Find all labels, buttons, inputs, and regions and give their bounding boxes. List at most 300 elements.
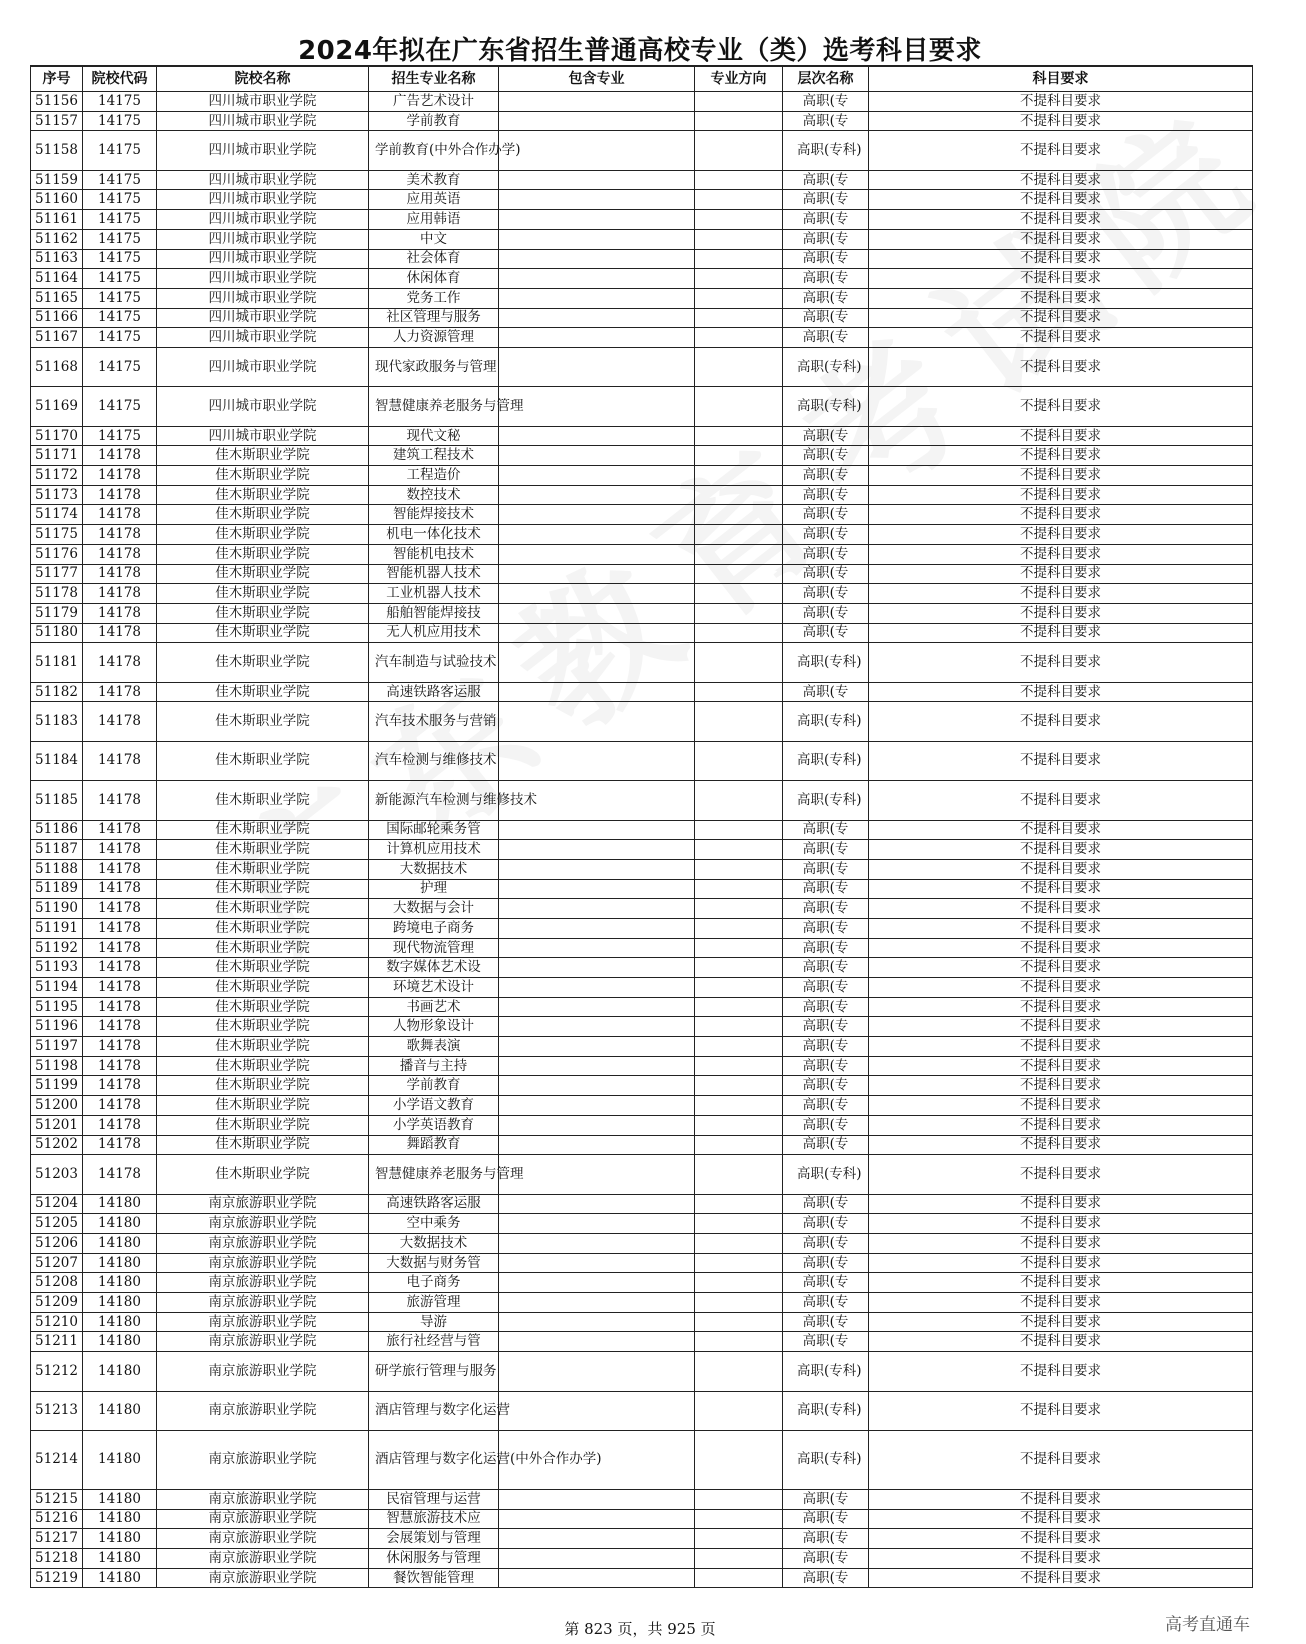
cell-school-name: 佳木斯职业学院 bbox=[157, 978, 369, 998]
table-row bbox=[31, 820, 1253, 840]
cell-seq: 51203 bbox=[31, 1155, 83, 1194]
cell-school-name: 四川城市职业学院 bbox=[157, 229, 369, 249]
cell-school-name: 南京旅游职业学院 bbox=[157, 1548, 369, 1568]
cell-major-direction bbox=[695, 820, 783, 840]
cell-subject-requirement: 不提科目要求 bbox=[869, 958, 1253, 978]
cell-major-name: 酒店管理与数字化运营(中外合作办学) bbox=[369, 1430, 499, 1489]
cell-included-majors bbox=[499, 288, 695, 308]
table-row bbox=[31, 328, 1253, 348]
cell-major-name: 智能机电技术 bbox=[369, 544, 499, 564]
cell-included-majors bbox=[499, 466, 695, 486]
cell-included-majors bbox=[499, 1391, 695, 1430]
cell-major-direction bbox=[695, 92, 783, 112]
cell-school-code: 14175 bbox=[83, 328, 157, 348]
cell-seq: 51181 bbox=[31, 643, 83, 682]
cell-seq: 51217 bbox=[31, 1529, 83, 1549]
cell-subject-requirement: 不提科目要求 bbox=[869, 170, 1253, 190]
cell-subject-requirement: 不提科目要求 bbox=[869, 1135, 1253, 1155]
cell-school-code: 14178 bbox=[83, 584, 157, 604]
table-row bbox=[31, 938, 1253, 958]
cell-school-code: 14175 bbox=[83, 111, 157, 131]
cell-included-majors bbox=[499, 485, 695, 505]
cell-seq: 51160 bbox=[31, 190, 83, 210]
cell-level: 高职(专 bbox=[783, 1194, 869, 1214]
cell-subject-requirement: 不提科目要求 bbox=[869, 603, 1253, 623]
table-row bbox=[31, 426, 1253, 446]
cell-included-majors bbox=[499, 1312, 695, 1332]
cell-included-majors bbox=[499, 92, 695, 112]
cell-major-direction bbox=[695, 446, 783, 466]
cell-school-code: 14180 bbox=[83, 1234, 157, 1254]
cell-subject-requirement: 不提科目要求 bbox=[869, 485, 1253, 505]
cell-subject-requirement: 不提科目要求 bbox=[869, 918, 1253, 938]
cell-seq: 51185 bbox=[31, 781, 83, 820]
table-row bbox=[31, 485, 1253, 505]
cell-included-majors bbox=[499, 1234, 695, 1254]
cell-school-code: 14178 bbox=[83, 918, 157, 938]
cell-major-name: 数字媒体艺术设 bbox=[369, 958, 499, 978]
cell-major-name: 大数据技术 bbox=[369, 1234, 499, 1254]
cell-subject-requirement: 不提科目要求 bbox=[869, 978, 1253, 998]
cell-subject-requirement: 不提科目要求 bbox=[869, 544, 1253, 564]
cell-seq: 51157 bbox=[31, 111, 83, 131]
cell-included-majors bbox=[499, 170, 695, 190]
cell-subject-requirement: 不提科目要求 bbox=[869, 111, 1253, 131]
table-row bbox=[31, 1293, 1253, 1313]
cell-subject-requirement: 不提科目要求 bbox=[869, 288, 1253, 308]
cell-major-name: 工业机器人技术 bbox=[369, 584, 499, 604]
cell-major-direction bbox=[695, 1273, 783, 1293]
cell-major-name: 社会体育 bbox=[369, 249, 499, 269]
brand-mark: 高考直通车 bbox=[1165, 1615, 1250, 1635]
cell-major-direction bbox=[695, 525, 783, 545]
cell-major-name: 小学语文教育 bbox=[369, 1096, 499, 1116]
cell-major-direction bbox=[695, 328, 783, 348]
cell-major-direction bbox=[695, 1135, 783, 1155]
cell-school-name: 南京旅游职业学院 bbox=[157, 1234, 369, 1254]
cell-major-direction bbox=[695, 840, 783, 860]
cell-school-name: 佳木斯职业学院 bbox=[157, 958, 369, 978]
cell-major-name: 餐饮智能管理 bbox=[369, 1568, 499, 1588]
table-row bbox=[31, 1253, 1253, 1273]
cell-major-direction bbox=[695, 1056, 783, 1076]
cell-major-direction bbox=[695, 958, 783, 978]
header-subject-requirement: 科目要求 bbox=[869, 66, 1253, 92]
cell-included-majors bbox=[499, 1529, 695, 1549]
cell-major-direction bbox=[695, 170, 783, 190]
cell-included-majors bbox=[499, 1037, 695, 1057]
cell-subject-requirement: 不提科目要求 bbox=[869, 1155, 1253, 1194]
cell-level: 高职(专科) bbox=[783, 1391, 869, 1430]
cell-subject-requirement: 不提科目要求 bbox=[869, 1391, 1253, 1430]
table-row bbox=[31, 1312, 1253, 1332]
table-row bbox=[31, 1096, 1253, 1116]
cell-major-direction bbox=[695, 1115, 783, 1135]
cell-subject-requirement: 不提科目要求 bbox=[869, 623, 1253, 643]
table-row bbox=[31, 446, 1253, 466]
cell-included-majors bbox=[499, 1135, 695, 1155]
cell-school-code: 14178 bbox=[83, 682, 157, 702]
cell-seq: 51187 bbox=[31, 840, 83, 860]
cell-subject-requirement: 不提科目要求 bbox=[869, 1056, 1253, 1076]
cell-school-code: 14178 bbox=[83, 879, 157, 899]
table-row bbox=[31, 564, 1253, 584]
cell-school-code: 14178 bbox=[83, 446, 157, 466]
cell-subject-requirement: 不提科目要求 bbox=[869, 1293, 1253, 1313]
cell-school-code: 14175 bbox=[83, 269, 157, 289]
cell-major-name: 人物形象设计 bbox=[369, 1017, 499, 1037]
cell-major-direction bbox=[695, 1430, 783, 1489]
cell-school-code: 14175 bbox=[83, 288, 157, 308]
cell-subject-requirement: 不提科目要求 bbox=[869, 1214, 1253, 1234]
cell-school-name: 四川城市职业学院 bbox=[157, 249, 369, 269]
cell-level: 高职(专 bbox=[783, 466, 869, 486]
cell-school-code: 14180 bbox=[83, 1568, 157, 1588]
cell-school-name: 佳木斯职业学院 bbox=[157, 781, 369, 820]
cell-level: 高职(专 bbox=[783, 859, 869, 879]
cell-level: 高职(专 bbox=[783, 1135, 869, 1155]
cell-major-direction bbox=[695, 1332, 783, 1352]
table-row bbox=[31, 1017, 1253, 1037]
cell-major-direction bbox=[695, 1548, 783, 1568]
cell-school-code: 14178 bbox=[83, 978, 157, 998]
cell-included-majors bbox=[499, 997, 695, 1017]
cell-school-code: 14180 bbox=[83, 1332, 157, 1352]
cell-school-name: 佳木斯职业学院 bbox=[157, 643, 369, 682]
cell-school-code: 14180 bbox=[83, 1293, 157, 1313]
cell-seq: 51182 bbox=[31, 682, 83, 702]
cell-level: 高职(专科) bbox=[783, 347, 869, 386]
cell-included-majors bbox=[499, 1273, 695, 1293]
cell-included-majors bbox=[499, 308, 695, 328]
cell-level: 高职(专 bbox=[783, 1293, 869, 1313]
cell-included-majors bbox=[499, 1253, 695, 1273]
cell-school-name: 四川城市职业学院 bbox=[157, 387, 369, 426]
cell-included-majors bbox=[499, 1096, 695, 1116]
cell-school-name: 南京旅游职业学院 bbox=[157, 1489, 369, 1509]
cell-major-name: 智能焊接技术 bbox=[369, 505, 499, 525]
cell-school-code: 14175 bbox=[83, 229, 157, 249]
cell-school-code: 14178 bbox=[83, 741, 157, 780]
cell-school-name: 南京旅游职业学院 bbox=[157, 1253, 369, 1273]
cell-seq: 51180 bbox=[31, 623, 83, 643]
cell-major-name: 环境艺术设计 bbox=[369, 978, 499, 998]
cell-level: 高职(专科) bbox=[783, 387, 869, 426]
cell-seq: 51166 bbox=[31, 308, 83, 328]
cell-included-majors bbox=[499, 741, 695, 780]
cell-subject-requirement: 不提科目要求 bbox=[869, 1017, 1253, 1037]
cell-major-direction bbox=[695, 111, 783, 131]
cell-level: 高职(专 bbox=[783, 446, 869, 466]
cell-level: 高职(专 bbox=[783, 1017, 869, 1037]
cell-included-majors bbox=[499, 1155, 695, 1194]
cell-major-direction bbox=[695, 229, 783, 249]
cell-school-name: 佳木斯职业学院 bbox=[157, 938, 369, 958]
table-row bbox=[31, 347, 1253, 386]
table-row bbox=[31, 525, 1253, 545]
cell-included-majors bbox=[499, 918, 695, 938]
cell-seq: 51191 bbox=[31, 918, 83, 938]
cell-major-name: 学前教育 bbox=[369, 111, 499, 131]
cell-subject-requirement: 不提科目要求 bbox=[869, 387, 1253, 426]
cell-school-name: 南京旅游职业学院 bbox=[157, 1352, 369, 1391]
cell-major-name: 智能机器人技术 bbox=[369, 564, 499, 584]
cell-school-code: 14175 bbox=[83, 308, 157, 328]
cell-major-name: 美术教育 bbox=[369, 170, 499, 190]
cell-subject-requirement: 不提科目要求 bbox=[869, 1352, 1253, 1391]
cell-seq: 51206 bbox=[31, 1234, 83, 1254]
cell-major-direction bbox=[695, 269, 783, 289]
cell-level: 高职(专 bbox=[783, 978, 869, 998]
cell-seq: 51176 bbox=[31, 544, 83, 564]
cell-seq: 51194 bbox=[31, 978, 83, 998]
cell-level: 高职(专 bbox=[783, 1115, 869, 1135]
cell-major-direction bbox=[695, 1509, 783, 1529]
cell-included-majors bbox=[499, 1076, 695, 1096]
cell-school-code: 14175 bbox=[83, 387, 157, 426]
table-row bbox=[31, 1529, 1253, 1549]
cell-included-majors bbox=[499, 387, 695, 426]
cell-major-direction bbox=[695, 564, 783, 584]
cell-school-code: 14178 bbox=[83, 1056, 157, 1076]
cell-included-majors bbox=[499, 544, 695, 564]
cell-seq: 51196 bbox=[31, 1017, 83, 1037]
cell-seq: 51213 bbox=[31, 1391, 83, 1430]
cell-included-majors bbox=[499, 190, 695, 210]
cell-seq: 51170 bbox=[31, 426, 83, 446]
cell-seq: 51178 bbox=[31, 584, 83, 604]
cell-major-name: 人力资源管理 bbox=[369, 328, 499, 348]
table-row bbox=[31, 603, 1253, 623]
cell-major-name: 现代家政服务与管理 bbox=[369, 347, 499, 386]
cell-subject-requirement: 不提科目要求 bbox=[869, 820, 1253, 840]
cell-major-name: 小学英语教育 bbox=[369, 1115, 499, 1135]
cell-major-direction bbox=[695, 426, 783, 446]
cell-seq: 51163 bbox=[31, 249, 83, 269]
cell-included-majors bbox=[499, 328, 695, 348]
cell-major-name: 新能源汽车检测与维修技术 bbox=[369, 781, 499, 820]
cell-school-code: 14180 bbox=[83, 1391, 157, 1430]
cell-seq: 51183 bbox=[31, 702, 83, 741]
cell-school-code: 14180 bbox=[83, 1509, 157, 1529]
cell-major-direction bbox=[695, 859, 783, 879]
cell-school-code: 14178 bbox=[83, 1135, 157, 1155]
table-row bbox=[31, 1037, 1253, 1057]
cell-subject-requirement: 不提科目要求 bbox=[869, 1529, 1253, 1549]
cell-level: 高职(专 bbox=[783, 505, 869, 525]
cell-level: 高职(专 bbox=[783, 1056, 869, 1076]
table-row bbox=[31, 682, 1253, 702]
header-major-direction: 专业方向 bbox=[695, 66, 783, 92]
cell-school-name: 四川城市职业学院 bbox=[157, 347, 369, 386]
cell-school-code: 14178 bbox=[83, 1076, 157, 1096]
table-row bbox=[31, 840, 1253, 860]
cell-school-code: 14175 bbox=[83, 426, 157, 446]
header-school-name: 院校名称 bbox=[157, 66, 369, 92]
cell-major-name: 大数据与会计 bbox=[369, 899, 499, 919]
cell-included-majors bbox=[499, 1568, 695, 1588]
cell-subject-requirement: 不提科目要求 bbox=[869, 997, 1253, 1017]
cell-included-majors bbox=[499, 1115, 695, 1135]
cell-seq: 51202 bbox=[31, 1135, 83, 1155]
cell-major-direction bbox=[695, 1312, 783, 1332]
cell-included-majors bbox=[499, 426, 695, 446]
cell-school-code: 14180 bbox=[83, 1312, 157, 1332]
cell-seq: 51161 bbox=[31, 210, 83, 230]
cell-included-majors bbox=[499, 702, 695, 741]
table-row bbox=[31, 918, 1253, 938]
cell-major-name: 会展策划与管理 bbox=[369, 1529, 499, 1549]
cell-major-name: 歌舞表演 bbox=[369, 1037, 499, 1057]
cell-included-majors bbox=[499, 682, 695, 702]
cell-seq: 51189 bbox=[31, 879, 83, 899]
cell-level: 高职(专 bbox=[783, 426, 869, 446]
cell-level: 高职(专 bbox=[783, 1312, 869, 1332]
cell-included-majors bbox=[499, 938, 695, 958]
cell-included-majors bbox=[499, 1548, 695, 1568]
cell-included-majors bbox=[499, 131, 695, 170]
cell-subject-requirement: 不提科目要求 bbox=[869, 1234, 1253, 1254]
cell-school-code: 14178 bbox=[83, 859, 157, 879]
table-row bbox=[31, 229, 1253, 249]
cell-major-direction bbox=[695, 603, 783, 623]
cell-seq: 51186 bbox=[31, 820, 83, 840]
cell-included-majors bbox=[499, 1194, 695, 1214]
cell-school-name: 佳木斯职业学院 bbox=[157, 1017, 369, 1037]
cell-seq: 51207 bbox=[31, 1253, 83, 1273]
cell-subject-requirement: 不提科目要求 bbox=[869, 446, 1253, 466]
cell-level: 高职(专 bbox=[783, 1529, 869, 1549]
table-row bbox=[31, 505, 1253, 525]
cell-included-majors bbox=[499, 1509, 695, 1529]
cell-school-code: 14175 bbox=[83, 92, 157, 112]
table-row bbox=[31, 584, 1253, 604]
cell-major-name: 建筑工程技术 bbox=[369, 446, 499, 466]
table-row bbox=[31, 1568, 1253, 1588]
cell-school-code: 14175 bbox=[83, 190, 157, 210]
cell-subject-requirement: 不提科目要求 bbox=[869, 564, 1253, 584]
cell-seq: 51200 bbox=[31, 1096, 83, 1116]
cell-major-name: 应用韩语 bbox=[369, 210, 499, 230]
cell-school-name: 佳木斯职业学院 bbox=[157, 840, 369, 860]
cell-level: 高职(专 bbox=[783, 1332, 869, 1352]
cell-major-name: 舞蹈教育 bbox=[369, 1135, 499, 1155]
cell-major-direction bbox=[695, 1155, 783, 1194]
table-row bbox=[31, 170, 1253, 190]
cell-subject-requirement: 不提科目要求 bbox=[869, 505, 1253, 525]
cell-subject-requirement: 不提科目要求 bbox=[869, 1194, 1253, 1214]
cell-major-direction bbox=[695, 466, 783, 486]
cell-major-direction bbox=[695, 643, 783, 682]
cell-major-name: 旅行社经营与管 bbox=[369, 1332, 499, 1352]
cell-major-name: 数控技术 bbox=[369, 485, 499, 505]
cell-major-direction bbox=[695, 1017, 783, 1037]
table-row bbox=[31, 387, 1253, 426]
cell-seq: 51212 bbox=[31, 1352, 83, 1391]
cell-major-name: 休闲体育 bbox=[369, 269, 499, 289]
cell-subject-requirement: 不提科目要求 bbox=[869, 1312, 1253, 1332]
header-seq: 序号 bbox=[31, 66, 83, 92]
cell-major-name: 学前教育(中外合作办学) bbox=[369, 131, 499, 170]
table-row bbox=[31, 1273, 1253, 1293]
cell-major-direction bbox=[695, 1096, 783, 1116]
cell-included-majors bbox=[499, 1214, 695, 1234]
cell-seq: 51177 bbox=[31, 564, 83, 584]
cell-major-name: 现代文秘 bbox=[369, 426, 499, 446]
cell-seq: 51197 bbox=[31, 1037, 83, 1057]
cell-school-name: 四川城市职业学院 bbox=[157, 210, 369, 230]
cell-school-name: 南京旅游职业学院 bbox=[157, 1529, 369, 1549]
cell-major-direction bbox=[695, 899, 783, 919]
table-row bbox=[31, 1489, 1253, 1509]
cell-major-direction bbox=[695, 938, 783, 958]
cell-school-code: 14180 bbox=[83, 1529, 157, 1549]
cell-major-name: 汽车检测与维修技术 bbox=[369, 741, 499, 780]
cell-school-name: 四川城市职业学院 bbox=[157, 328, 369, 348]
cell-level: 高职(专科) bbox=[783, 643, 869, 682]
cell-school-code: 14178 bbox=[83, 702, 157, 741]
cell-subject-requirement: 不提科目要求 bbox=[869, 1489, 1253, 1509]
table-row bbox=[31, 1056, 1253, 1076]
cell-level: 高职(专 bbox=[783, 1273, 869, 1293]
cell-major-direction bbox=[695, 1037, 783, 1057]
cell-included-majors bbox=[499, 899, 695, 919]
table-row bbox=[31, 997, 1253, 1017]
cell-subject-requirement: 不提科目要求 bbox=[869, 879, 1253, 899]
table-row bbox=[31, 1234, 1253, 1254]
cell-subject-requirement: 不提科目要求 bbox=[869, 1037, 1253, 1057]
cell-major-direction bbox=[695, 1568, 783, 1588]
cell-school-code: 14178 bbox=[83, 643, 157, 682]
cell-included-majors bbox=[499, 978, 695, 998]
cell-school-code: 14178 bbox=[83, 1037, 157, 1057]
table-row bbox=[31, 1430, 1253, 1489]
table-row bbox=[31, 210, 1253, 230]
table-row bbox=[31, 544, 1253, 564]
cell-level: 高职(专 bbox=[783, 623, 869, 643]
cell-major-name: 跨境电子商务 bbox=[369, 918, 499, 938]
cell-major-name: 无人机应用技术 bbox=[369, 623, 499, 643]
cell-major-name: 休闲服务与管理 bbox=[369, 1548, 499, 1568]
cell-subject-requirement: 不提科目要求 bbox=[869, 1115, 1253, 1135]
cell-school-name: 佳木斯职业学院 bbox=[157, 1076, 369, 1096]
cell-subject-requirement: 不提科目要求 bbox=[869, 466, 1253, 486]
cell-school-code: 14180 bbox=[83, 1430, 157, 1489]
cell-included-majors bbox=[499, 1293, 695, 1313]
cell-included-majors bbox=[499, 1489, 695, 1509]
cell-seq: 51184 bbox=[31, 741, 83, 780]
cell-subject-requirement: 不提科目要求 bbox=[869, 1548, 1253, 1568]
table-row bbox=[31, 741, 1253, 780]
cell-school-code: 14175 bbox=[83, 170, 157, 190]
cell-major-name: 播音与主持 bbox=[369, 1056, 499, 1076]
cell-seq: 51208 bbox=[31, 1273, 83, 1293]
cell-school-name: 佳木斯职业学院 bbox=[157, 525, 369, 545]
cell-major-direction bbox=[695, 210, 783, 230]
cell-level: 高职(专 bbox=[783, 1214, 869, 1234]
cell-school-name: 佳木斯职业学院 bbox=[157, 1155, 369, 1194]
cell-school-code: 14180 bbox=[83, 1548, 157, 1568]
cell-subject-requirement: 不提科目要求 bbox=[869, 1273, 1253, 1293]
cell-school-code: 14178 bbox=[83, 466, 157, 486]
cell-included-majors bbox=[499, 347, 695, 386]
cell-major-direction bbox=[695, 485, 783, 505]
cell-major-direction bbox=[695, 623, 783, 643]
cell-school-code: 14178 bbox=[83, 1155, 157, 1194]
cell-subject-requirement: 不提科目要求 bbox=[869, 584, 1253, 604]
table-row bbox=[31, 249, 1253, 269]
cell-subject-requirement: 不提科目要求 bbox=[869, 643, 1253, 682]
